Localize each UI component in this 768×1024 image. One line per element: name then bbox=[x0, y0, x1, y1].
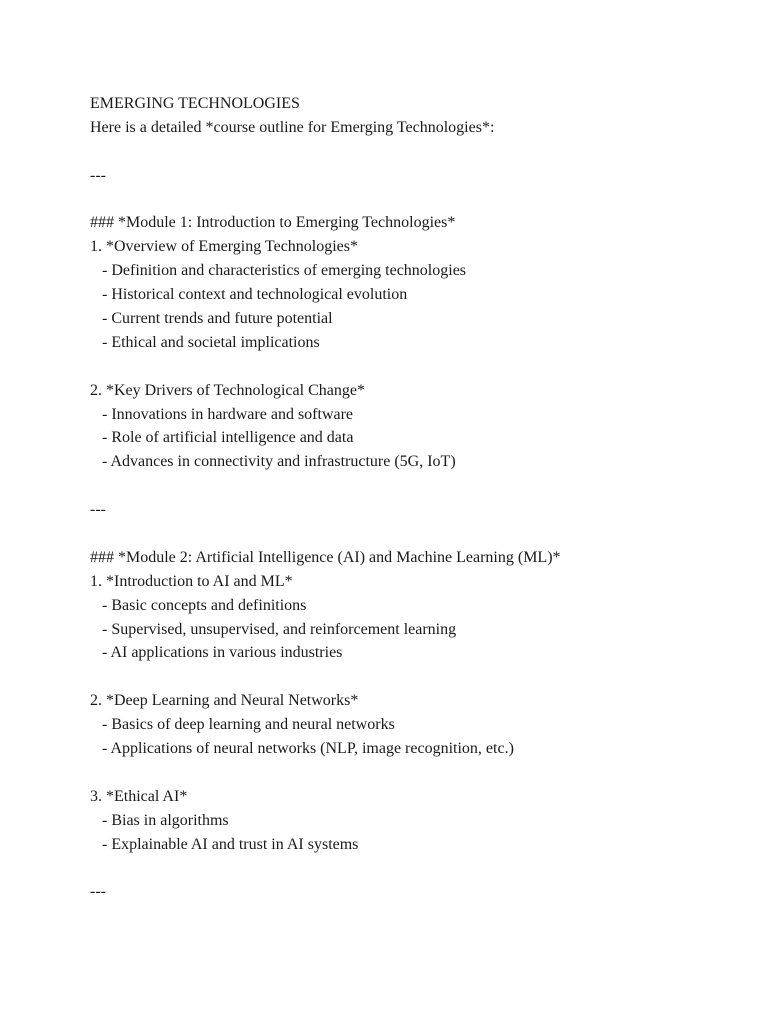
bullet-item: - Basics of deep learning and neural networks bbox=[102, 716, 395, 734]
bullet-item: - Explainable AI and trust in AI systems bbox=[102, 835, 359, 853]
blank-line bbox=[90, 355, 750, 379]
intro-line: Here is a detailed *course outline for Emerging Technologies*: bbox=[90, 118, 495, 136]
section-heading: 2. *Deep Learning and Neural Networks* bbox=[90, 692, 359, 710]
blank-line bbox=[90, 761, 750, 785]
bullet-item: - AI applications in various industries bbox=[102, 644, 343, 662]
bullet-item: - Current trends and future potential bbox=[102, 310, 333, 328]
section-heading: 2. *Key Drivers of Technological Change* bbox=[90, 381, 365, 399]
document-title: EMERGING TECHNOLOGIES bbox=[90, 95, 300, 112]
module-heading: ### *Module 1: Introduction to Emerging Technologies* bbox=[90, 214, 456, 232]
module-heading: ### *Module 2: Artificial Intelligence (AI) and Machine Learning (ML)* bbox=[90, 548, 561, 566]
section-heading: 3. *Ethical AI* bbox=[90, 787, 188, 805]
bullet-item: - Definition and characteristics of emerging technologies bbox=[102, 262, 467, 280]
bullet-item: - Innovations in hardware and software bbox=[102, 405, 354, 423]
bullet-item: - Supervised, unsupervised, and reinforcement learning bbox=[102, 620, 457, 638]
blank-line bbox=[90, 188, 750, 212]
bullet-item: - Advances in connectivity and infrastructure (5G, IoT) bbox=[102, 453, 456, 471]
bullet-item: - Ethical and societal implications bbox=[102, 333, 320, 351]
blank-line bbox=[90, 857, 750, 881]
bullet-item: - Basic concepts and definitions bbox=[102, 596, 307, 614]
bullet-item: - Bias in algorithms bbox=[102, 811, 229, 829]
blank-line bbox=[90, 522, 750, 546]
blank-line bbox=[90, 665, 750, 689]
document-page bbox=[90, 92, 750, 904]
separator-line: --- bbox=[90, 883, 106, 901]
bullet-item: - Role of artificial intelligence and data bbox=[102, 429, 354, 447]
section-heading: 1. *Introduction to AI and ML* bbox=[90, 572, 293, 590]
separator-line: --- bbox=[90, 166, 106, 184]
bullet-item: - Historical context and technological evolution bbox=[102, 286, 408, 304]
blank-line bbox=[90, 140, 750, 164]
blank-line bbox=[90, 474, 750, 498]
separator-line: --- bbox=[90, 501, 106, 519]
bullet-item: - Applications of neural networks (NLP, image recognition, etc.) bbox=[102, 740, 514, 758]
section-heading: 1. *Overview of Emerging Technologies* bbox=[90, 238, 359, 256]
